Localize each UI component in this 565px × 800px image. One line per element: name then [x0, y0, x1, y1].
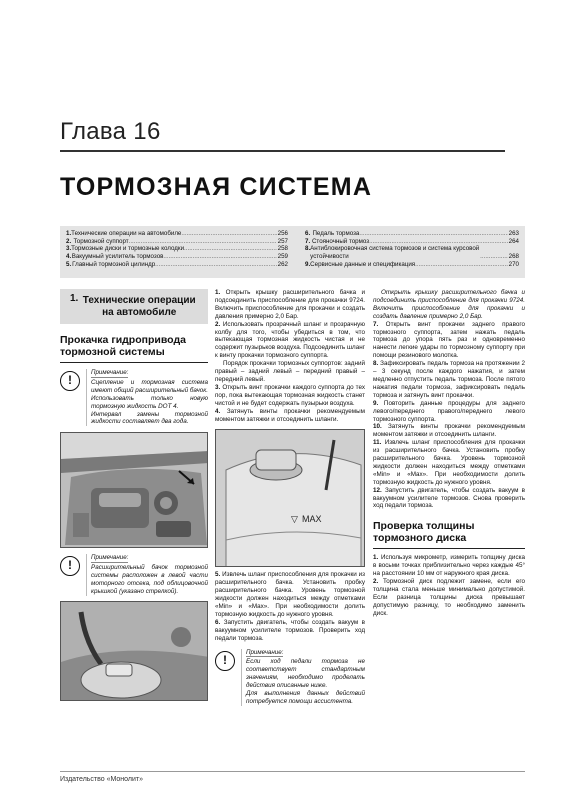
note-body — [86, 369, 208, 426]
reservoir-illustration — [61, 602, 208, 701]
toc-number: 1. — [66, 230, 72, 237]
step-paragraph: 5. Извлечь шланг приспособления для прокачки из расширительного бачка. Установить пробку расширительного бачка. Уровень тормозной жидкости должен находиться между отметками «Min» и «Max». При необходимости долить тормозную жидкость до нужного уровня. — [215, 571, 365, 618]
note-block — [60, 554, 208, 596]
toc-number: 6. — [305, 230, 311, 237]
toc-page: 259 — [277, 253, 288, 261]
step-text: Использовать прозрачный шланг и прозрачную колбу для того, чтобы убедиться в том, что вытекающая тормозная жидкость чистая и не содержит пузырьков воздуха. Подсоединить шланг к винту прокачки тормозного суппорта. — [215, 320, 366, 360]
note-paragraph: Интервал замены тормозной жидкости составляет два года. — [91, 410, 208, 426]
toc-text: Вакуумный усилитель тормозов — [71, 253, 164, 261]
page-title: ТОРМОЗНАЯ СИСТЕМА — [60, 173, 373, 201]
section-title: Технические операции на автомобиле — [82, 295, 196, 318]
column-2 — [215, 289, 365, 706]
toc-text: Главный тормозной цилиндр — [72, 260, 156, 268]
step-text: Запустить двигатель, чтобы создать вакуум в вакуумном усилителе тормозов. Снова проверить ход педали тормоза. — [373, 486, 525, 510]
toc-page: 258 — [277, 245, 288, 253]
order-paragraph: Порядок прокачки тормозных суппортов: задний правый – задний левый – передний правый – передний левый. — [215, 360, 365, 383]
toc-page: 256 — [277, 230, 288, 237]
step-paragraph: 10. Затянуть винты прокачки рекомендуемым моментом затяжки и отсоединить шланги. — [373, 423, 525, 439]
toc-entry[interactable] — [305, 245, 519, 260]
step-paragraph: 11. Извлечь шланг приспособления для прокачки из расширительного бачка. Установить пробку расширительного бачка. Уровень тормозной жидкости должен находиться между отметками «Min» и «Max». При необходимости долить тормозную жидкость до нужного уровня. — [373, 439, 526, 486]
max-level-photo — [215, 429, 365, 567]
toc-column-right — [305, 230, 519, 269]
note-paragraph: Расширительный бачок тормозной системы расположен в левой части моторного отсека, под облицовочной крышкой (указано стрелкой). — [91, 564, 208, 595]
step-text: Запустить двигатель, чтобы создать вакуум в вакуумном усилителе тормозов. Проверить ход педали тормоза. — [215, 618, 365, 642]
engine-bay-photo — [60, 432, 208, 548]
note-paragraph: Использовать только новую тормозную жидкость DOT 4. — [91, 394, 208, 410]
toc-entry[interactable] — [66, 230, 288, 238]
step-text: Используя микрометр, измерить толщину диска в восьми точках приблизительно через каждые 45° на расстоянии 10 мм от наружного края диска. — [373, 554, 525, 578]
toc-entry[interactable] — [66, 261, 288, 269]
note-body — [86, 554, 208, 596]
toc-number: 5. — [66, 260, 72, 268]
column-3 — [373, 289, 525, 618]
step-paragraph: 12. Запустить двигатель, чтобы создать вакуум в вакуумном усилителе тормозов. Снова проверить ход педали тормоза. — [373, 486, 525, 510]
step-paragraph: 4. Затянуть винты прокачки рекомендуемым моментом затяжки и отсоединить шланги. — [215, 407, 365, 423]
toc-leader — [163, 253, 276, 261]
toc-number: 4. — [66, 253, 72, 261]
step-text: Зафиксировать педаль тормоза на протяжении 2 – 3 секунд после каждого нажатия, и затем медленно отпустить педаль тормоза. После пятого нажатия педали тормоза, зафиксировать педаль тормоза и затянуть винт прокачки. — [373, 360, 526, 399]
toc-text: Тормозной суппорт — [73, 237, 129, 245]
toc-leader — [359, 230, 507, 238]
toc-entry[interactable] — [66, 245, 288, 253]
chapter-label: Глава 16 — [60, 118, 161, 145]
toc-number: 9. — [305, 260, 311, 268]
toc-entry[interactable] — [305, 230, 519, 238]
toc-number: 3. — [66, 245, 72, 253]
toc-text: Педаль тормоза — [312, 230, 360, 237]
step-text: Извлечь шланг приспособления для прокачки из расширительного бачка. Установить пробку расширительного бачка. Уровень тормозной жидкости должен находиться между отметками «Min» и «Max». При необходимости долить тормозную жидкость до нужного уровня. — [215, 571, 365, 618]
fluid-reservoir-illustration — [216, 430, 365, 567]
toc-leader — [155, 261, 277, 269]
step-text: Тормозной диск подлежит замене, если его толщина стала меньше минимально допустимой. Если разница толщины диска превышает допустимую разницу, то необходимо заменить диск. — [373, 578, 525, 617]
step-text: Открыть винт прокачки каждого суппорта до тех пор, пока вытекающая тормозная жидкость станет чистой и не будет содержать пузырьки воздуха. — [215, 383, 365, 407]
toc-text: Стояночный тормоз — [311, 237, 370, 245]
italic-paragraph: Открыть крышку расширительного бачка и подсоединить приспособление для прокачки 9724. Включить приспособление для прокачки и создать давление примерно 2,0 Бар. — [373, 289, 525, 320]
exclamation-icon: ! — [60, 556, 80, 576]
toc-page: 257 — [277, 237, 288, 245]
column-1 — [60, 289, 208, 701]
note-paragraph: Для выполнения данных действий потребуется помощи ассистента. — [246, 690, 365, 705]
step-paragraph: 6. Запустить двигатель, чтобы создать вакуум в вакуумном усилителе тормозов. Проверить ход педали тормоза. — [215, 618, 365, 642]
toc-text: Тормозные диски и тормозные колодки — [71, 245, 185, 253]
note-block — [60, 369, 208, 426]
max-label: MAX — [302, 514, 322, 525]
svg-text:▽: ▽ — [291, 514, 298, 525]
subsection-heading: Прокачка гидропривода тормозной системы — [60, 334, 208, 363]
note-body — [241, 649, 365, 706]
toc-leader — [480, 253, 508, 261]
step-text: Повторить данные процедуры для заднего левого/переднего правого/переднего левого тормозного суппорта. — [373, 399, 525, 423]
step-paragraph: 1. Используя микрометр, измерить толщину диска в восьми точках приблизительно через каждые 45° на расстоянии 10 мм от наружного края диска. — [373, 554, 525, 578]
table-of-contents — [60, 226, 525, 278]
toc-leader — [369, 238, 508, 246]
step-paragraph: 7. Открыть винт прокачки заднего правого тормозного суппорта, затем нажать педаль тормоза до упора пять раз и одновременно нанести легкие удары по тормозному суппорту при помощи резинового молотка. — [373, 320, 526, 360]
engine-bay-illustration — [61, 433, 208, 548]
toc-page: 270 — [508, 260, 519, 268]
step-paragraph: 2. Использовать прозрачный шланг и прозрачную колбу для того, чтобы убедиться в том, что вытекающая тормозная жидкость чистая и не содержит пузырьков воздуха. Подсоединить шланг к винту прокачки тормозного суппорта. — [215, 320, 366, 360]
step-paragraph: 1. Открыть крышку расширительного бачка и подсоединить приспособление для прокачки 9724. Включить приспособление для прокачки и создать давления примерно 2,0 Бар. — [215, 289, 366, 320]
note-title: Примечание: — [91, 369, 129, 376]
toc-page: 264 — [508, 237, 519, 245]
note-paragraph: Сцепление и тормозная система имеют общий расширительный бачок. — [91, 378, 208, 394]
toc-number: 8. — [305, 245, 311, 253]
toc-number: 2. — [66, 237, 72, 245]
toc-entry[interactable] — [66, 253, 288, 261]
toc-leader — [129, 238, 277, 246]
note-title: Примечание: — [246, 648, 284, 656]
note-paragraph: Если ход педали тормоза не соответствует стандартным значениям, необходимо проделать действия описанные ниже. — [246, 658, 365, 690]
toc-leader — [184, 245, 277, 253]
toc-leader — [415, 261, 508, 269]
chapter-rule — [60, 150, 505, 152]
step-paragraph: 8. Зафиксировать педаль тормоза на протяжении 2 – 3 секунд после каждого нажатия, и затем медленно отпустить педаль тормоза. После пятого нажатия педали тормоза, зафиксировать педаль тормоза и затянуть винт прокачки. — [373, 360, 526, 399]
step-paragraph: 2. Тормозной диск подлежит замене, если его толщина стала меньше минимально допустимой. Если разница толщины диска превышает допустимую разницу, то необходимо заменить диск. — [373, 578, 525, 617]
publisher-footer: Издательство «Монолит» — [60, 776, 144, 783]
toc-entry[interactable] — [305, 261, 519, 269]
exclamation-icon: ! — [60, 371, 80, 391]
toc-entry[interactable] — [305, 238, 519, 246]
exclamation-icon: ! — [215, 651, 235, 671]
toc-text: Технические операции на автомобиле — [71, 230, 182, 237]
step-paragraph: 9. Повторить данные процедуры для заднего левого/переднего правого/переднего левого тормозного суппорта. — [373, 399, 525, 423]
step-text: Извлечь шланг приспособления для прокачки из расширительного бачка. Установить пробку расширительного бачка. Уровень тормозной жидкости должен находиться между отметками «Min» и «Max». При необходимости долить тормозную жидкость до нужного уровня. — [373, 439, 526, 486]
step-text: Открыть винт прокачки заднего правого тормозного суппорта, затем нажать педаль тормоза до упора пять раз и одновременно нанести легкие удары по тормозному суппорту при помощи резинового молотка. — [373, 320, 526, 360]
toc-column-left — [66, 230, 288, 269]
toc-number: 7. — [305, 237, 311, 245]
note-title: Примечание: — [91, 554, 129, 562]
footer-rule — [60, 771, 525, 772]
toc-page: 262 — [277, 260, 288, 268]
reservoir-photo — [60, 601, 208, 701]
toc-entry[interactable] — [66, 238, 288, 246]
toc-leader — [181, 230, 276, 238]
step-text: Затянуть винты прокачки рекомендуемым моментом затяжки и отсоединить шланги. — [373, 423, 525, 439]
step-text: Открыть крышку расширительного бачка и подсоединить приспособление для прокачки 9724. Включить приспособление для прокачки и создать давления примерно 2,0 Бар. — [215, 289, 366, 320]
toc-page: 263 — [508, 230, 519, 237]
section-number: 1. — [70, 293, 79, 304]
step-text: Затянуть винты прокачки рекомендуемым моментом затяжки и отсоединить шланги. — [215, 407, 365, 423]
note-block — [215, 649, 365, 706]
section-heading-box — [60, 289, 208, 324]
toc-text: Сервисные данные и спецификация — [310, 260, 416, 268]
toc-page: 268 — [508, 253, 519, 261]
subsection-heading: Проверка толщины тормозного диска — [373, 520, 525, 549]
step-paragraph: 3. Открыть винт прокачки каждого суппорта до тех пор, пока вытекающая тормозная жидкость станет чистой и не будет содержать пузырьки воздуха. — [215, 383, 365, 407]
toc-text: Антиблокировочная система тормозов и система курсовой устойчивости — [310, 245, 480, 261]
